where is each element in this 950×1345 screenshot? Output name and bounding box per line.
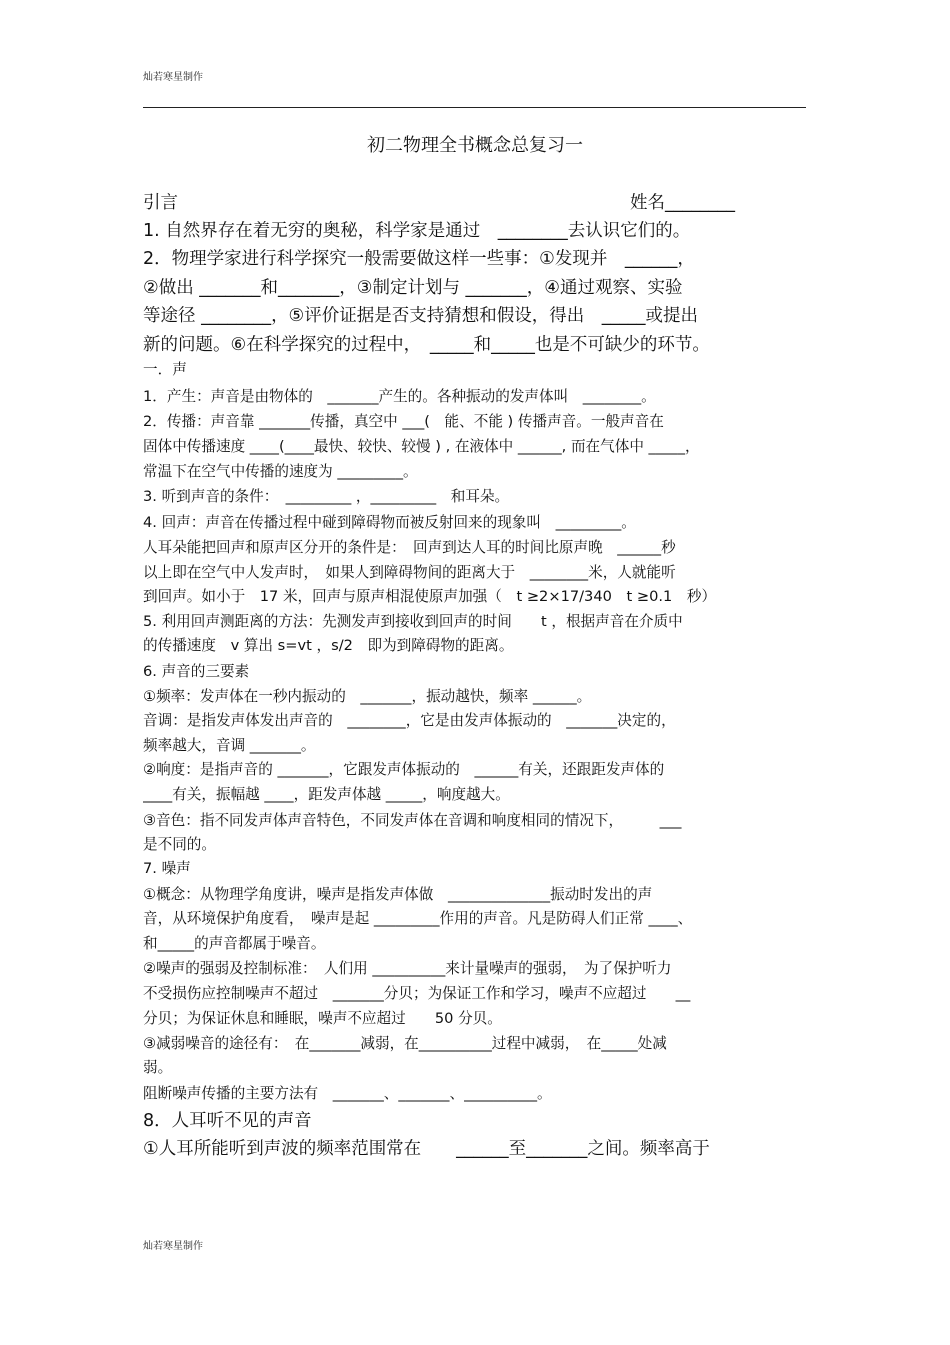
text-line: 是不同的。 <box>143 836 216 853</box>
text-line: 一．声 <box>143 361 187 378</box>
text-line: 引言 <box>143 193 178 213</box>
text-line: 常温下在空气中传播的速度为 _________。 <box>143 463 418 480</box>
page-footer: 灿若寒星制作 <box>143 1241 203 1252</box>
text-line: 3. 听到声音的条件： _________ ，_________ 和耳朵。 <box>143 488 510 505</box>
text-line: 新的问题。⑥在科学探究的过程中， _____和_____也是不可缺少的环节。 <box>143 335 710 355</box>
text-line: 2．传播：声音靠 _______传播，真空中 ___( 能、不能 ) 传播声音。一般声音在 <box>143 413 664 430</box>
text-line: 8．人耳听不见的声音 <box>143 1111 312 1131</box>
header-rule <box>143 107 806 108</box>
text-line: 阻断噪声传播的主要方法有 _______、_______、__________。 <box>143 1085 552 1102</box>
text-line: ①频率：发声体在一秒内振动的 _______，振动越快，频率 ______。 <box>143 688 592 705</box>
text-line: 1．产生：声音是由物体的 _______产生的。各种振动的发声体叫 ________。 <box>143 388 656 405</box>
text-line: 1. 自然界存在着无穷的奥秘，科学家是通过 ________去认识它们的。 <box>143 221 691 241</box>
text-line: 5. 利用回声测距离的方法：先测发声到接收到回声的时间 t ，根据声音在介质中 <box>143 613 683 630</box>
text-line: 固体中传播速度 ____(____最快、较快、较慢 ) , 在液体中 ______, 而在气体中 _____， <box>143 438 700 455</box>
text-line: ②噪声的强弱及控制标准： 人们用 __________来计量噪声的强弱， 为了保护听力 <box>143 960 672 977</box>
text-line: 音调：是指发声体发出声音的 ________，它是由发声体振动的 _______决定的， <box>143 712 676 729</box>
text-line: 不受损伤应控制噪声不超过 _______分贝；为保证工作和学习，噪声不应超过 __ <box>143 985 691 1002</box>
text-line: 到回声。如小于 17 米，回声与原声相混使原声加强（ t ≥2×17/340 t ≥0.1 秒） <box>143 588 717 605</box>
page-header: 灿若寒星制作 <box>143 72 203 83</box>
text-line: 7. 噪声 <box>143 860 191 877</box>
text-line: 以上即在空气中人发声时， 如果人到障碍物间的距离大于 ________米，人就能听 <box>143 564 676 581</box>
text-line: ①概念：从物理学角度讲，噪声是指发声体做 ______________振动时发出的声 <box>143 886 653 903</box>
text-line: ②做出 _______和_______，③制定计划与 _______，④通过观察、实验 <box>143 278 683 298</box>
document-title: 初二物理全书概念总复习一 <box>367 135 583 156</box>
text-line: 4. 回声：声音在传播过程中碰到障碍物而被反射回来的现象叫 _________。 <box>143 514 636 531</box>
text-line: 和_____的声音都属于噪音。 <box>143 935 326 952</box>
text-line: 人耳朵能把回声和原声区分开的条件是： 回声到达人耳的时间比原声晚 ______秒 <box>143 539 676 556</box>
text-line: ③音色：指不同发声体声音特色，不同发声体在音调和响度相同的情况下， ___ <box>143 812 682 829</box>
text-line: ____有关，振幅越 ____，距发声体越 _____，响度越大。 <box>143 786 510 803</box>
text-line: 等途径 ________，⑤评价证据是否支持猜想和假设，得出 _____或提出 <box>143 306 698 326</box>
text-line: 弱。 <box>143 1059 173 1076</box>
name-field-label: 姓名________ <box>630 193 735 213</box>
text-line: ①人耳所能听到声波的频率范围常在 ______至_______之间。频率高于 <box>143 1139 710 1159</box>
text-line: ②响度：是指声音的 _______，它跟发声体振动的 ______有关，还跟距发声体的 <box>143 761 665 778</box>
text-line: 6. 声音的三要素 <box>143 663 250 680</box>
text-line: 分贝；为保证休息和睡眠，噪声不应超过 50 分贝。 <box>143 1010 502 1027</box>
text-line: 频率越大，音调 _______。 <box>143 737 316 754</box>
text-line: ③减弱噪音的途径有： 在_______减弱，在__________过程中减弱， 在_____处减 <box>143 1035 667 1052</box>
text-line: 的传播速度 v 算出 s=vt ，s/2 即为到障碍物的距离。 <box>143 637 514 654</box>
text-line: 音，从环境保护角度看， 噪声是起 _________作用的声音。凡是防碍人们正常 ____、 <box>143 910 693 927</box>
text-line: 2．物理学家进行科学探究一般需要做这样一些事：①发现并 ______， <box>143 249 695 269</box>
